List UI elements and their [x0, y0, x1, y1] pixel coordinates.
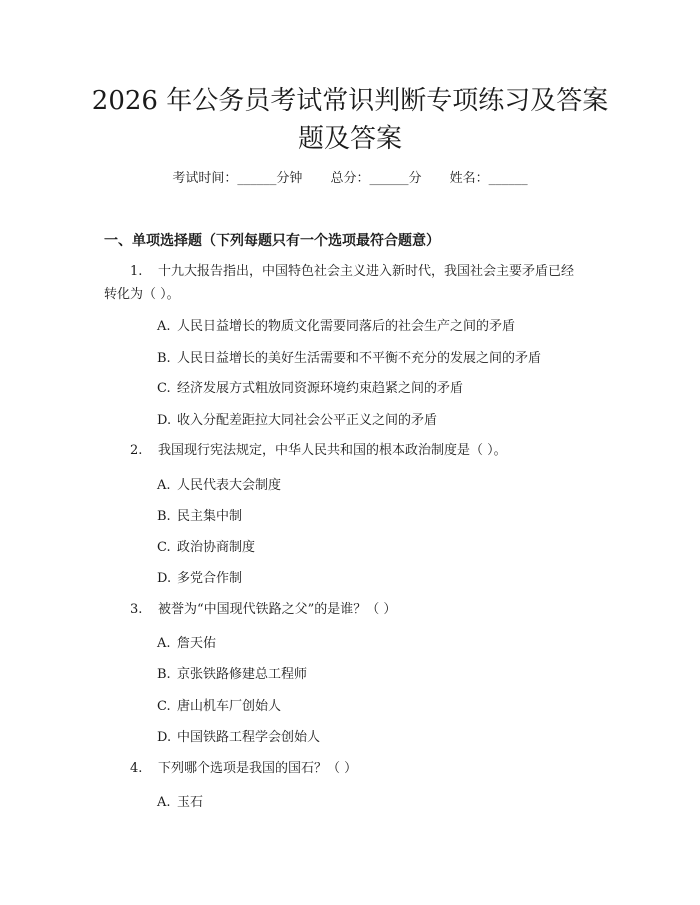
question-1-option-c: C. 经济发展方式粗放同资源环境约束趋紧之间的矛盾	[157, 381, 464, 396]
question-3-option-a: A. 詹天佑	[157, 636, 217, 651]
question-2-option-d: D. 多党合作制	[157, 571, 243, 586]
question-text: 下列哪个选项是我国的国石？（ ）	[158, 761, 358, 776]
question-1-option-b: B. 人民日益增长的美好生活需要和不平衡不充分的发展之间的矛盾	[157, 351, 542, 366]
question-1	[130, 262, 580, 282]
question-2-option-b: B. 民主集中制	[157, 509, 243, 524]
section-heading: 一、单项选择题（下列每题只有一个选项最符合题意）	[104, 233, 440, 249]
question-number: 3.	[130, 602, 143, 617]
question-number: 2.	[130, 443, 143, 458]
question-1-continuation: 转化为（ ）。	[104, 287, 180, 302]
exam-meta	[0, 170, 700, 188]
question-3-option-b: B. 京张铁路修建总工程师	[157, 667, 308, 682]
question-text: 十九大报告指出，中国特色社会主义进入新时代，我国社会主要矛盾已经	[158, 264, 575, 279]
question-4-option-a: A. 玉石	[157, 795, 204, 810]
question-1-option-d: D. 收入分配差距拉大同社会公平正义之间的矛盾	[157, 413, 438, 428]
question-number: 1.	[130, 264, 143, 279]
exam-time: 考试时间：______分钟	[172, 171, 303, 186]
exam-name: 姓名：______	[449, 171, 528, 186]
question-2-option-a: A. 人民代表大会制度	[157, 478, 282, 493]
question-1-option-a: A. 人民日益增长的物质文化需要同落后的社会生产之间的矛盾	[157, 319, 516, 334]
question-2-option-c: C. 政治协商制度	[157, 540, 256, 555]
question-3-option-c: C. 唐山机车厂创始人	[157, 699, 282, 714]
title-line-1: 2026 年公务员考试常识判断专项练习及答案	[91, 86, 609, 116]
question-3	[130, 600, 396, 620]
question-4	[130, 759, 357, 779]
exam-score: 总分：______分	[330, 171, 422, 186]
question-2	[130, 441, 507, 461]
question-text: 我国现行宪法规定，中华人民共和国的根本政治制度是（ ）。	[158, 443, 507, 458]
document-title	[60, 82, 640, 158]
question-text: 被誉为“中国现代铁路之父”的是谁？（ ）	[158, 602, 397, 617]
question-number: 4.	[130, 761, 143, 776]
question-3-option-d: D. 中国铁路工程学会创始人	[157, 730, 321, 745]
title-line-2: 题及答案	[297, 124, 402, 154]
